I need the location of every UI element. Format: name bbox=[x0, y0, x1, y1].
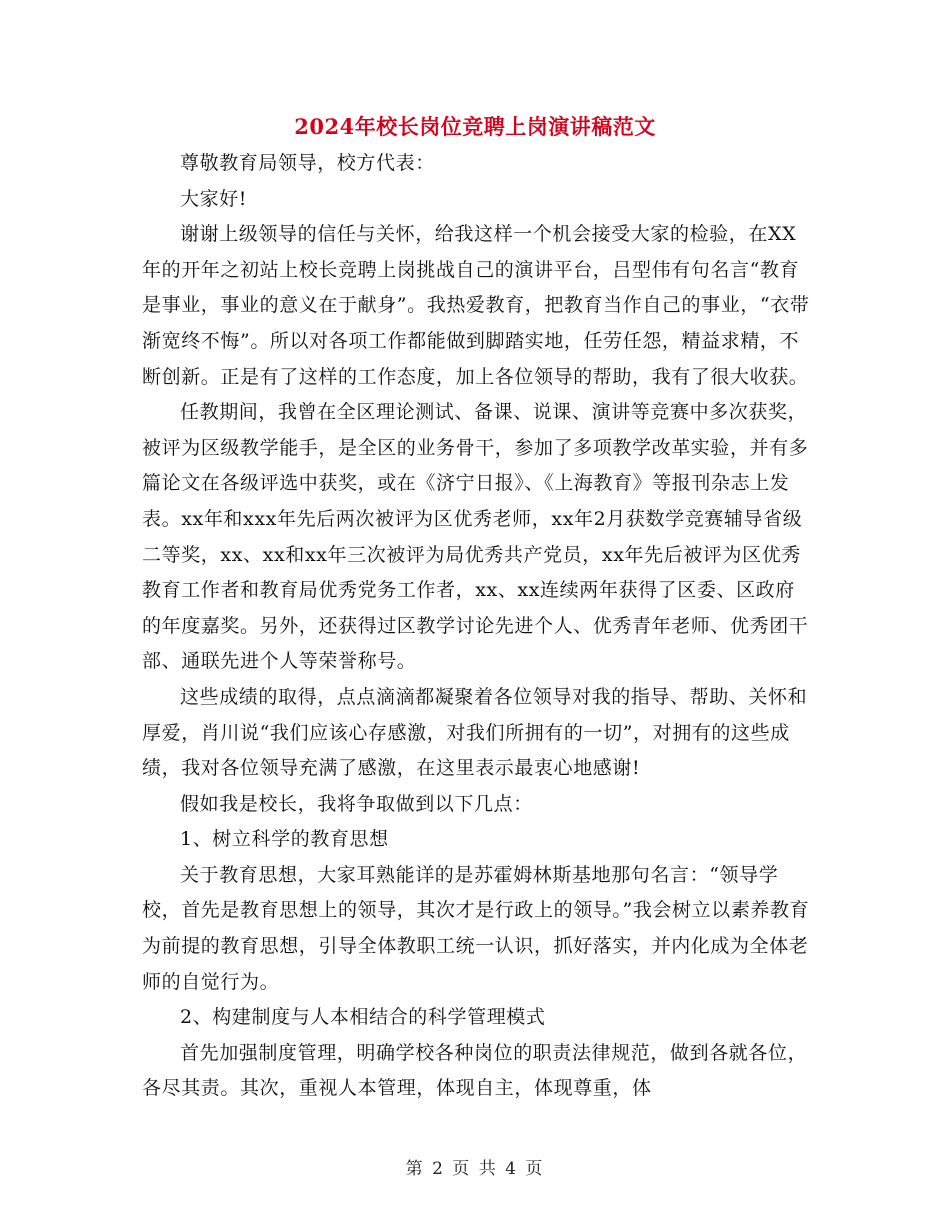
heading-point-2: 2、构建制度与人本相结合的科学管理模式 bbox=[180, 1006, 546, 1029]
paragraph-plan-intro: 假如我是校长，我将争取做到以下几点： bbox=[180, 792, 533, 815]
paragraph-management: 首先加强制度管理，明确学校各种岗位的职责法律规范，做到各就各位，各尽其责。其次，重视人本管理，体现自主，体现尊重，体 bbox=[142, 1041, 808, 1100]
paragraph-achievements: 任教期间，我曾在全区理论测试、备课、说课、演讲等竞赛中多次获奖，被评为区级教学能手，是全区的业务骨干，参加了多项教学改革实验，并有多篇论文在各级评选中获奖，或在《济宁日报》、《上海教育》等报刊杂志上发表。xx年和xxx年先后两次被评为区优秀老师，xx年2月获数学竞赛辅导省级二等奖，xx、xx和xx年三次被评为局优秀共产党员，xx年先后被评为区优秀教育工作者和教育局优秀党务工作者，xx、xx连续两年获得了区委、区政府的年度嘉奖。另外，还获得过区教学讨论先进个人、优秀青年老师、优秀团干部、通联先进个人等荣誉称号。 bbox=[142, 401, 809, 673]
paragraph-education-thought: 关于教育思想，大家耳熟能详的是苏霍姆林斯基地那句名言：“领导学校，首先是教育思想上的领导，其次才是行政上的领导。”我会树立以素养教育为前提的教育思想，引导全体教职工统一认识，抓好落实，并内化成为全体老师的自觉行为。 bbox=[142, 863, 810, 993]
document-title: 2024年校长岗位竞聘上岗演讲稿范文 bbox=[294, 114, 656, 139]
paragraph-gratitude: 这些成绩的取得，点点滴滴都凝聚着各位领导对我的指导、帮助、关怀和厚爱，肖川说“我们应该心存感激，对我们所拥有的一切”，对拥有的这些成绩，我对各位领导充满了感激，在这里表示最衷心地感谢! bbox=[142, 685, 808, 780]
document-body bbox=[142, 146, 810, 1107]
heading-point-1: 1、树立科学的教育思想 bbox=[180, 828, 389, 851]
paragraph-thanks: 谢谢上级领导的信任与关怀，给我这样一个机会接受大家的检验，在XX年的开年之初站上校长竞聘上岗挑战自己的演讲平台，吕型伟有句名言“教育是事业，事业的意义在于献身”。我热爱教育，把教育当作自己的事业，“衣带渐宽终不悔”。所以对各项工作都能做到脚踏实地，任劳任怨，精益求精，不断创新。正是有了这样的工作态度，加上各位领导的帮助，我有了很大收获。 bbox=[142, 223, 810, 388]
paragraph-salutation: 尊敬教育局领导，校方代表： bbox=[180, 152, 435, 174]
paragraph-greeting: 大家好! bbox=[180, 187, 248, 210]
page-number-footer: 第 2 页 共 4 页 bbox=[405, 1159, 545, 1179]
